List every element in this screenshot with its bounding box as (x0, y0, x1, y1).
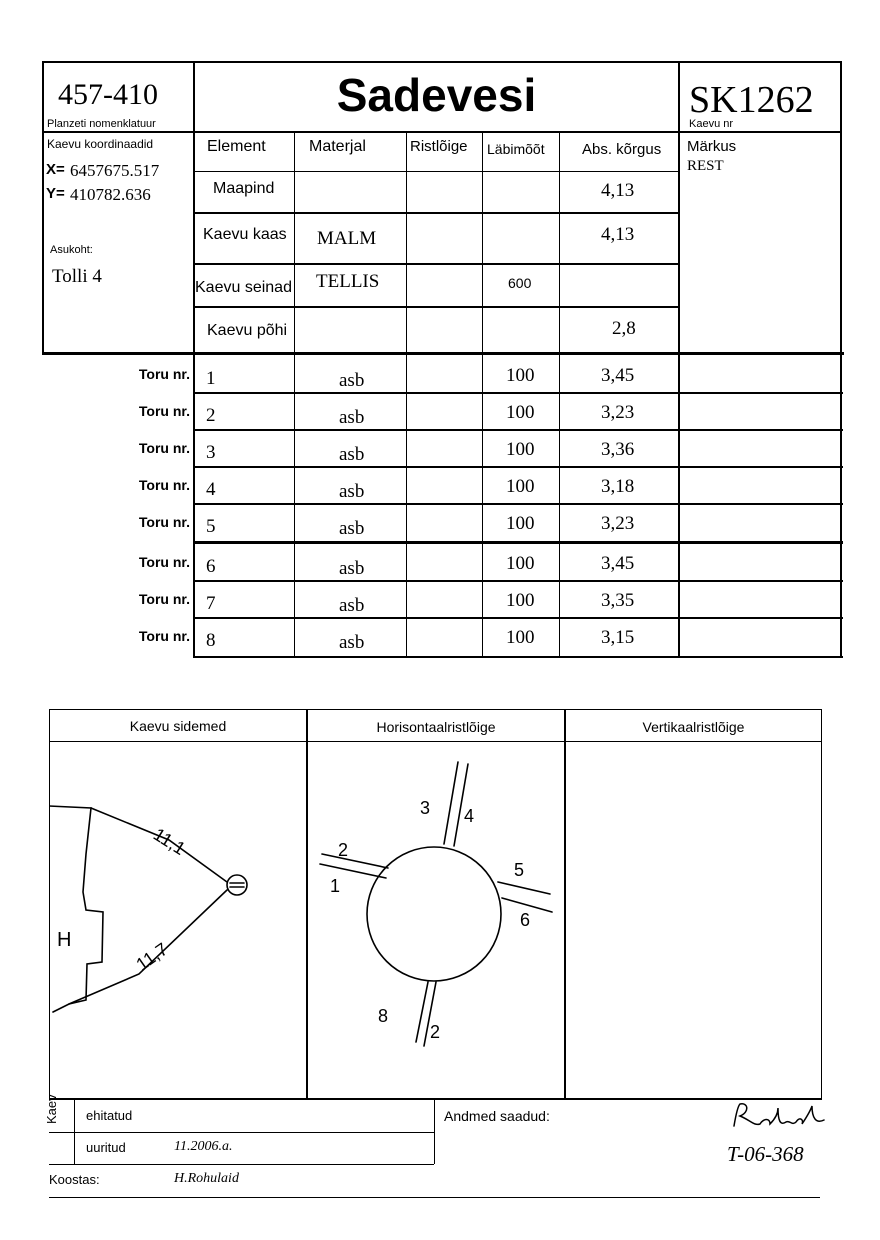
pipe-diameter: 100 (506, 439, 535, 460)
pipe-number: 7 (206, 593, 216, 614)
col-header-labimoot: Läbimõõt (487, 141, 545, 157)
frame-right (840, 61, 842, 354)
footer-line-3 (49, 1197, 820, 1198)
pipe-height: 3,23 (601, 513, 635, 534)
col-header-ristloige: Ristlõige (410, 138, 468, 155)
pipe-mark: 6 (520, 910, 531, 930)
distance-bottom-label: 11,7 (132, 938, 172, 975)
element-diameter: 600 (508, 275, 532, 291)
sketch-title-vertical: Vertikaalristlõige (642, 719, 745, 735)
planset-number: 457-410 (58, 78, 158, 111)
footer-line-1 (49, 1132, 434, 1133)
location-value: Tolli 4 (52, 266, 102, 287)
grid-h-4 (195, 306, 678, 308)
pipe-row-divider (193, 466, 843, 468)
pipe-number: 8 (206, 630, 216, 651)
element-material: TELLIS (316, 271, 380, 292)
pipe-5-line (498, 882, 550, 894)
pipe-diameter: 100 (506, 513, 535, 534)
pipe-label: Toru nr. (138, 440, 190, 456)
grid-h-3 (195, 263, 678, 265)
element-name: Kaevu seinad (195, 279, 292, 296)
pipe-material: asb (339, 481, 365, 502)
sketch-top (49, 709, 822, 710)
pipe-row-divider (193, 617, 843, 619)
grid-h-2 (195, 212, 678, 214)
pipe-label: Toru nr. (138, 628, 190, 644)
sketch-title-connections: Kaevu sidemed (129, 718, 227, 734)
x-value: 6457675.517 (70, 161, 160, 180)
pipe-material: asb (339, 558, 365, 579)
grid-h-1 (195, 171, 678, 172)
col-header-korgus: Abs. kõrgus (582, 141, 662, 158)
y-label: Y= (46, 185, 65, 202)
sketch-title-horizontal: Horisontaalristlõige (376, 719, 496, 735)
pipe-label: Toru nr. (138, 554, 190, 570)
pipe-number: 4 (206, 479, 216, 500)
pipe-number: 2 (206, 405, 216, 426)
frame-info-bottom (42, 352, 844, 355)
pipe-height: 3,18 (601, 476, 635, 497)
frame-header-bottom (42, 131, 842, 133)
pipe-diameter: 100 (506, 365, 535, 386)
pipe-material: asb (339, 370, 365, 391)
page-title: Sadevesi (336, 69, 537, 121)
footer-line-2 (49, 1164, 434, 1165)
element-height: 4,13 (601, 224, 635, 245)
coords-label: Kaevu koordinaadid (47, 137, 154, 151)
pipe-number: 3 (206, 442, 216, 463)
pipe-row-divider (193, 429, 843, 431)
pipe-mark: 2 (430, 1022, 441, 1042)
pipe-height: 3,45 (601, 365, 635, 386)
element-height: 4,13 (601, 180, 635, 201)
y-value: 410782.636 (70, 185, 151, 204)
col-header-materjal: Materjal (309, 138, 366, 155)
author-label: Koostas: (49, 1172, 100, 1187)
pipe-diameter: 100 (506, 402, 535, 423)
element-height: 2,8 (612, 318, 636, 339)
received-label: Andmed saadud: (444, 1108, 550, 1124)
pipe-grid-right (840, 354, 842, 658)
planset-label: Planzeti nomenklatuur (47, 118, 156, 130)
pipe-label: Toru nr. (138, 477, 190, 493)
pipe-height: 3,23 (601, 402, 635, 423)
pipe-material: asb (339, 632, 365, 653)
pipe-height: 3,15 (601, 627, 635, 648)
built-label: ehitatud (86, 1108, 133, 1123)
element-name: Kaevu kaas (203, 226, 287, 243)
footer-v-2 (434, 1100, 435, 1164)
pipe-material: asb (339, 518, 365, 539)
pipe-mark: 8 (378, 1006, 389, 1026)
pipe-height: 3,45 (601, 553, 635, 574)
pipe-number: 5 (206, 516, 216, 537)
well-number-label: Kaevu nr (689, 118, 734, 130)
element-name: Kaevu põhi (207, 322, 288, 339)
sketch-div-2 (564, 709, 566, 1099)
frame-col-a (193, 61, 195, 658)
pipe-number: 6 (206, 556, 216, 577)
footer-side-label: Kaev (44, 1094, 59, 1124)
author-value: H.Rohulaid (174, 1171, 239, 1186)
surveyed-label: uuritud (86, 1140, 126, 1155)
frame-col-remarks (678, 61, 680, 658)
pipe-height: 3,36 (601, 439, 635, 460)
location-label: Asukoht: (50, 244, 93, 256)
col-header-element: Element (207, 138, 266, 155)
received-code: T-06-368 (727, 1142, 804, 1166)
building-label: H (57, 929, 72, 951)
element-material: MALM (317, 228, 377, 249)
distance-top-label: 11,1 (149, 824, 190, 859)
pipe-row-divider (193, 503, 843, 505)
pipe-diameter: 100 (506, 590, 535, 611)
pipe-label: Toru nr. (138, 514, 190, 530)
pipe-row-divider (193, 580, 843, 582)
pipe-diameter: 100 (506, 476, 535, 497)
frame-left (42, 61, 44, 354)
pipe-label: Toru nr. (138, 591, 190, 607)
pipe-height: 3,35 (601, 590, 635, 611)
pipe-diameter: 100 (506, 627, 535, 648)
sketch-right (821, 709, 822, 1099)
pipe-label: Toru nr. (138, 366, 190, 382)
element-name: Maapind (213, 180, 275, 197)
well-symbol (227, 875, 247, 895)
pipe-material: asb (339, 444, 365, 465)
sketch-bottom (49, 1098, 822, 1100)
pipe-material: asb (339, 407, 365, 428)
pipe-mark: 4 (464, 806, 475, 826)
pipe-mark: 2 (338, 840, 349, 860)
pipe-row-divider (193, 392, 843, 394)
building-outline (49, 806, 103, 1012)
frame-top (42, 61, 842, 63)
pipe-mark: 3 (420, 798, 431, 818)
horizontal-section-sketch (308, 742, 564, 1098)
pipe-row-divider (193, 541, 843, 544)
signature (726, 1098, 830, 1138)
pipe-diameter: 100 (506, 553, 535, 574)
pipe-number: 1 (206, 368, 216, 389)
remarks-label: Märkus (687, 138, 737, 155)
surveyed-value: 11.2006.a. (174, 1139, 233, 1154)
connections-sketch (49, 742, 306, 1098)
remarks-value: REST (687, 158, 724, 174)
pipe-label: Toru nr. (138, 403, 190, 419)
well-number: SK1262 (689, 79, 814, 121)
pipe-grid-bottom (193, 656, 843, 658)
pipe-mark: 1 (330, 876, 341, 896)
pipe-material: asb (339, 595, 365, 616)
pipe-mark: 5 (514, 860, 525, 880)
x-label: X= (46, 161, 65, 178)
footer-v-1 (74, 1100, 75, 1164)
